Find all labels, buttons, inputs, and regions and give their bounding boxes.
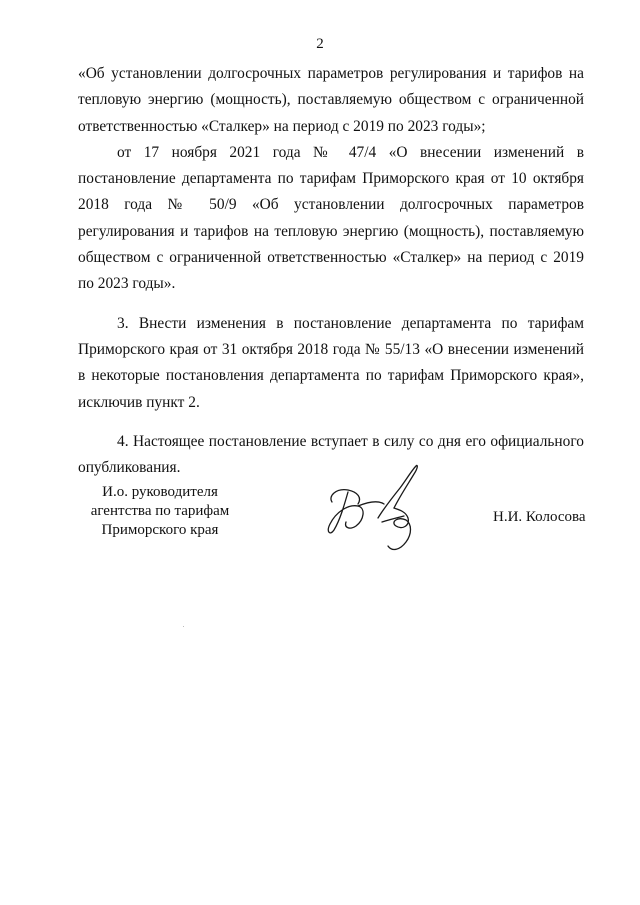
paragraph-amendment-47-4: от 17 ноября 2021 года № 47/4 «О внесении изменений в постановление департамента по тарифам Приморского края от 10 октября 2018 года № 50/9 «Об установлении долгосрочных параметров регулирования и тарифов на тепловую энергию (мощность), поставляемую обществом с ограниченной ответственностью «Сталкер» на период с 2019 по 2023 годы». (78, 143, 584, 293)
signer-title-line: И.о. руководителя (102, 484, 218, 500)
scan-speck (183, 626, 184, 627)
paragraph-item-4: 4. Настоящее постановление вступает в силу со дня его официального опубликования. (78, 432, 584, 477)
signer-name: Н.И. Колосова (493, 509, 586, 525)
handwritten-signature (318, 462, 438, 562)
page-number: 2 (316, 36, 324, 52)
signer-title (70, 483, 250, 540)
document-body (78, 61, 584, 481)
paragraph-continuation: «Об установлении долгосрочных параметров регулирования и тарифов на тепловую энергию (мощность), поставляемую обществом с ограниченной ответственностью «Сталкер» на период с 2019 по 2023 годы»; (78, 65, 584, 135)
signer-title-line: агентства по тарифам (90, 503, 230, 519)
signer-title-line: Приморского края (101, 522, 219, 538)
paragraph-item-3: 3. Внести изменения в постановление департамента по тарифам Приморского края от 31 октября 2018 года № 55/13 «О внесении изменений в некоторые постановления департамента по тарифам Приморского края», исключив пункт 2. (78, 314, 584, 411)
